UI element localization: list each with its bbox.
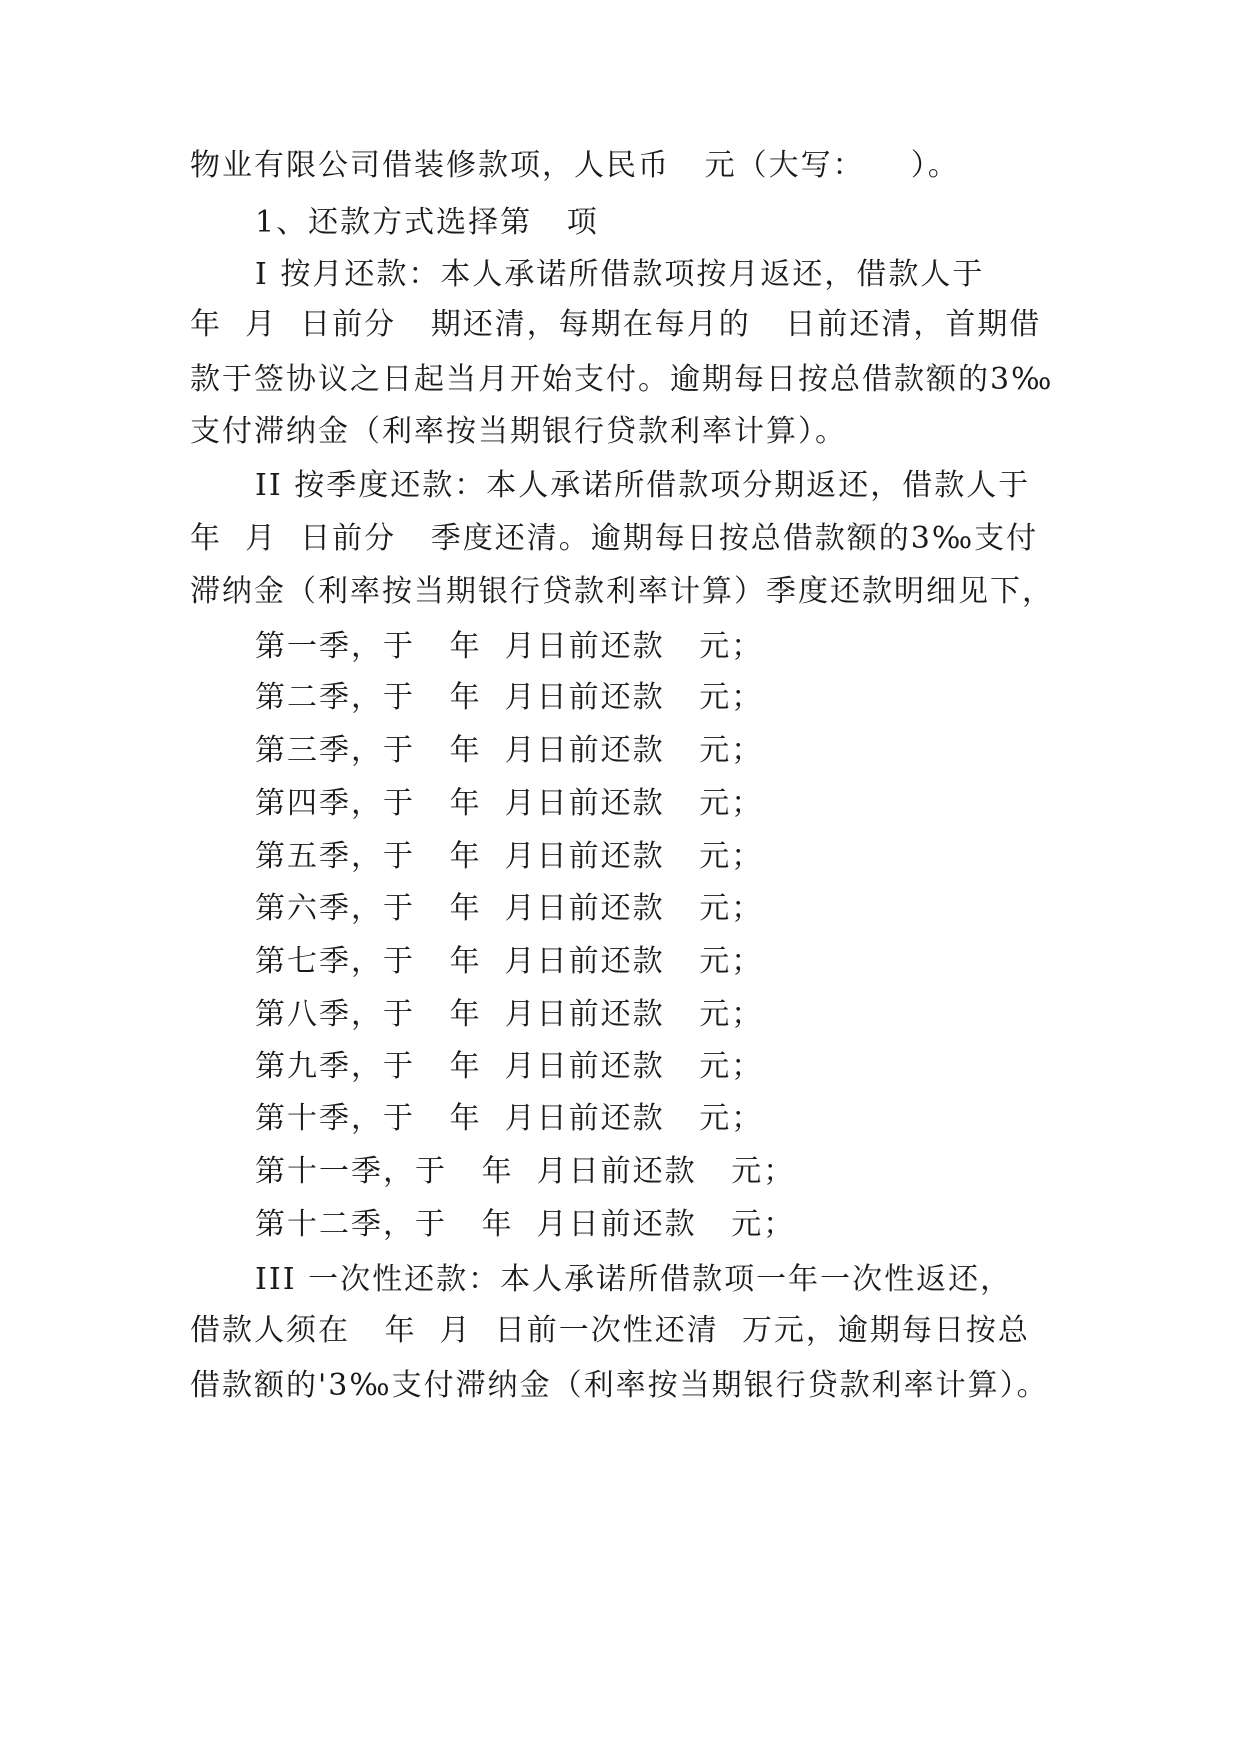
- quarter-item-8: 第八季，于 年 月日前还款 元；: [255, 997, 764, 1032]
- quarterly-repayment-line-3: 滞纳金（利率按当期银行贷款利率计算）季度还款明细见下，: [190, 574, 1054, 609]
- lump-sum-repayment-line-1: III 一次性还款：本人承诺所借款项一年一次性返还，: [255, 1262, 1013, 1297]
- quarter-item-1: 第一季，于 年 月日前还款 元；: [255, 629, 764, 664]
- monthly-repayment-line-3: 款于签协议之日起当月开始支付。逾期每日按总借款额的3‰: [190, 362, 1054, 397]
- monthly-repayment-line-2: 年 月 日前分 期还清，每期在每月的 日前还清，首期借: [190, 307, 1042, 342]
- quarter-item-10: 第十季，于 年 月日前还款 元；: [255, 1101, 764, 1136]
- quarter-item-5: 第五季，于 年 月日前还款 元；: [255, 839, 764, 874]
- quarterly-repayment-line-1: II 按季度还款：本人承诺所借款项分期返还，借款人于: [255, 468, 1031, 503]
- quarter-item-3: 第三季，于 年 月日前还款 元；: [255, 733, 764, 768]
- quarter-item-9: 第九季，于 年 月日前还款 元；: [255, 1049, 764, 1084]
- quarter-item-2: 第二季，于 年 月日前还款 元；: [255, 680, 764, 715]
- quarter-item-7: 第七季，于 年 月日前还款 元；: [255, 944, 764, 979]
- lump-sum-repayment-line-2: 借款人须在 年 月 日前一次性还清 万元，逾期每日按总: [190, 1313, 1030, 1348]
- repayment-method-heading: 1、还款方式选择第 项: [255, 205, 599, 240]
- quarter-item-4: 第四季，于 年 月日前还款 元；: [255, 786, 764, 821]
- quarter-item-12: 第十二季，于 年 月日前还款 元；: [255, 1207, 796, 1242]
- quarter-item-6: 第六季，于 年 月日前还款 元；: [255, 891, 764, 926]
- text-line-1: 物业有限公司借装修款项，人民币 元（大写： ）。: [190, 148, 960, 183]
- quarter-item-11: 第十一季，于 年 月日前还款 元；: [255, 1154, 796, 1189]
- quarterly-repayment-line-2: 年 月 日前分 季度还清。逾期每日按总借款额的3‰支付: [190, 521, 1039, 556]
- monthly-repayment-line-4: 支付滞纳金（利率按当期银行贷款利率计算）。: [190, 414, 847, 449]
- monthly-repayment-line-1: I 按月还款：本人承诺所借款项按月返还，借款人于: [255, 257, 985, 292]
- lump-sum-repayment-line-3: 借款额的'3‰支付滞纳金（利率按当期银行贷款利率计算）。: [190, 1368, 1049, 1403]
